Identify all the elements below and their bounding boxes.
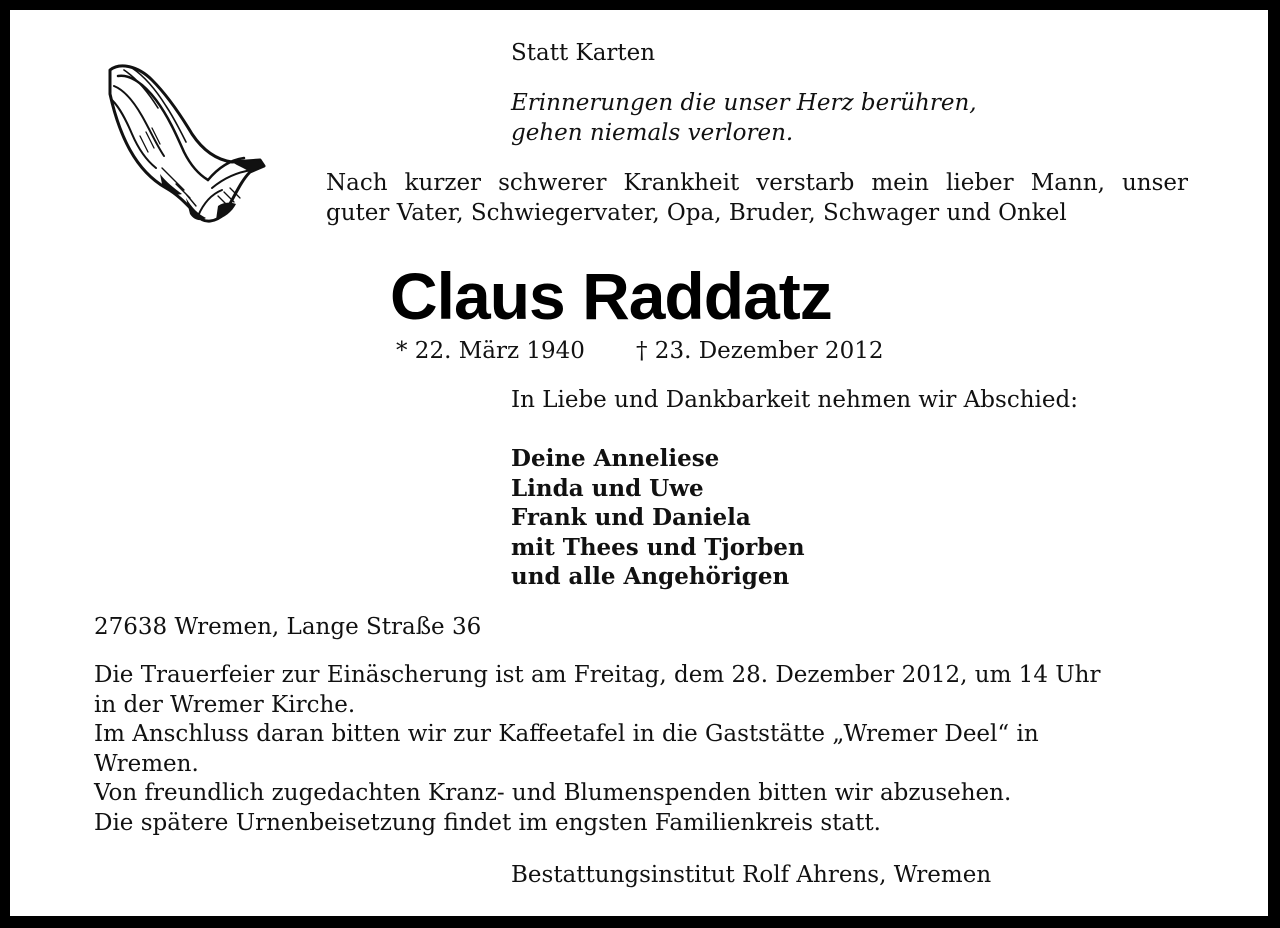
mourner-3: Frank und Daniela <box>511 504 751 531</box>
quote-line-2: gehen niemals verloren. <box>511 120 794 146</box>
mourners-list <box>511 444 805 592</box>
mourner-2: Linda und Uwe <box>511 474 704 502</box>
intro-line-1: Nach kurzer schwerer Krankheit verstarb mein lieber Mann, unser <box>326 170 1188 196</box>
obituary-notice <box>10 10 1268 916</box>
mourner-5: und alle Angehörigen <box>511 563 790 590</box>
funeral-home: Bestattungsinstitut Rolf Ahrens, Wremen <box>511 862 992 888</box>
ceremony-line-6: Die spätere Urnenbeisetzung findet im engsten Familienkreis statt. <box>94 809 881 836</box>
intro-text <box>326 168 1188 198</box>
praying-hands-icon <box>100 56 272 228</box>
ceremony-line-4: Wremen. <box>94 750 199 777</box>
death-date: † 23. Dezember 2012 <box>636 338 884 364</box>
address: 27638 Wremen, Lange Straße 36 <box>94 614 482 640</box>
ceremony-info <box>94 661 1100 838</box>
header-statt-karten: Statt Karten <box>511 40 656 66</box>
quote-line-1: Erinnerungen die unser Herz berühren, <box>511 90 977 116</box>
mourner-1: Deine Anneliese <box>511 445 720 472</box>
ceremony-line-2: in der Wremer Kirche. <box>94 691 356 718</box>
ceremony-line-5: Von freundlich zugedachten Kranz- und Blumenspenden bitten wir abzusehen. <box>94 780 1012 806</box>
farewell-line: In Liebe und Dankbarkeit nehmen wir Abschied: <box>511 387 1078 413</box>
ceremony-line-3: Im Anschluss daran bitten wir zur Kaffeetafel in die Gaststätte „Wremer Deel“ in <box>94 721 1039 747</box>
mourner-4: mit Thees und Tjorben <box>511 533 805 561</box>
deceased-name: Claus Raddatz <box>390 259 832 333</box>
ceremony-line-1: Die Trauerfeier zur Einäscherung ist am Freitag, dem 28. Dezember 2012, um 14 Uhr <box>94 662 1101 688</box>
birth-date: * 22. März 1940 <box>396 338 585 364</box>
intro-line-2: guter Vater, Schwiegervater, Opa, Bruder, Schwager und Onkel <box>326 200 1067 226</box>
